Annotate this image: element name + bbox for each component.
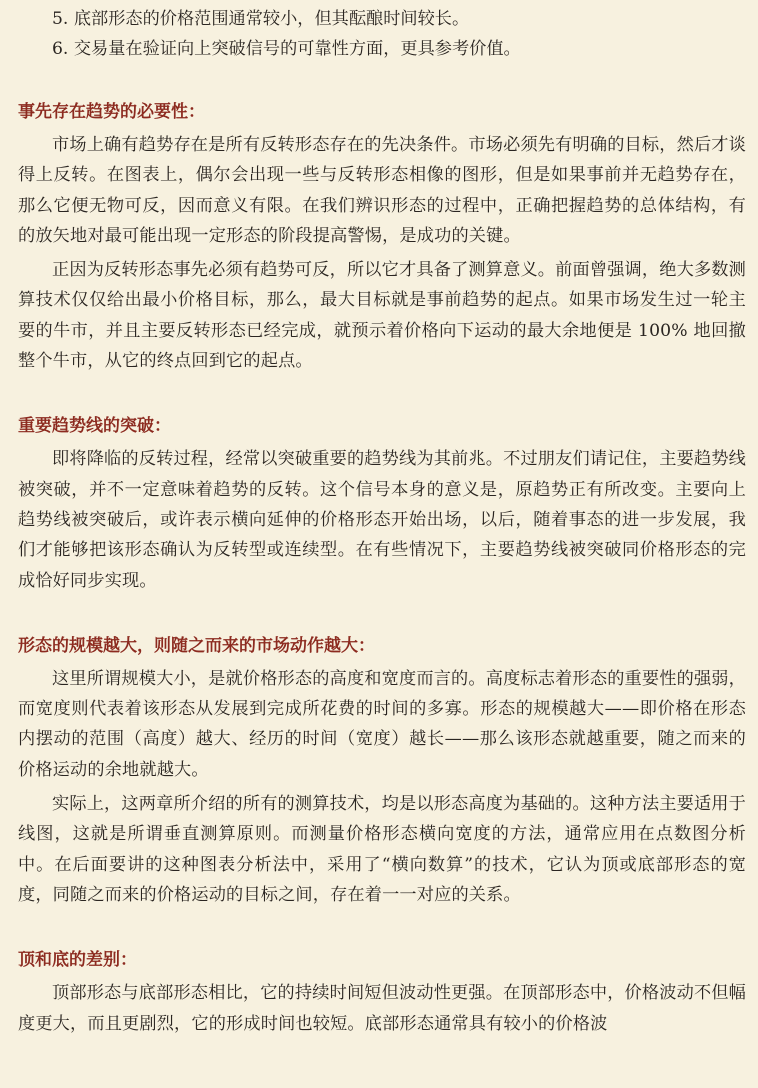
paragraph: 正因为反转形态事先必须有趋势可反，所以它才具备了测算意义。前面曾强调，绝大多数测算技术仅仅给出最小价格目标，那么，最大目标就是事前趋势的起点。如果市场发生过一轮主要的牛市，并且主要反转形态已经完成，就预示着价格向下运动的最大余地便是 100% 地回撤整个牛市，从它的终点回到它的起点。 <box>18 260 746 372</box>
list-item-5: 5. 底部形态的价格范围通常较小，但其酝酿时间较长。 <box>52 9 470 29</box>
paragraph: 顶部形态与底部形态相比，它的持续时间短但波动性更强。在顶部形态中，价格波动不但幅度更大，而且更剧烈，它的形成时间也较短。底部形态通常具有较小的价格波 <box>18 983 746 1034</box>
section-heading-trend-prerequisite: 事先存在趋势的必要性： <box>18 102 205 122</box>
section-heading-trendline-break: 重要趋势线的突破： <box>18 416 171 437</box>
list-item-6: 6. 交易量在验证向上突破信号的可靠性方面，更具参考价值。 <box>52 39 521 59</box>
paragraph: 市场上确有趋势存在是所有反转形态存在的先决条件。市场必须先有明确的目标，然后才谈得上反转。在图表上，偶尔会出现一些与反转形态相像的图形，但是如果事前并无趋势存在，那么它便无物可反，因而意义有限。在我们辨识形态的过程中，正确把握趋势的总体结构，有的放矢地对最可能出现一定形态的阶段提高警惕，是成功的关键。 <box>18 135 746 246</box>
page-content <box>18 4 746 1039</box>
paragraph: 即将降临的反转过程，经常以突破重要的趋势线为其前兆。不过朋友们请记住，主要趋势线被突破，并不一定意味着趋势的反转。这个信号本身的意义是，原趋势正有所改变。主要向上趋势线被突破后，或许表示横向延伸的价格形态开始出场，以后，随着事态的进一步发展，我们才能够把该形态确认为反转型或连续型。在有些情况下，主要趋势线被突破同价格形态的完成恰好同步实现。 <box>18 449 746 591</box>
section-heading-top-bottom-difference: 顶和底的差别： <box>18 950 137 971</box>
section-heading-pattern-size: 形态的规模越大，则随之而来的市场动作越大： <box>18 635 375 656</box>
paragraph: 这里所谓规模大小，是就价格形态的高度和宽度而言的。高度标志着形态的重要性的强弱，而宽度则代表着该形态从发展到完成所花费的时间的多寡。形态的规模越大——即价格在形态内摆动的范围（高度）越大、经历的时间（宽度）越长——那么该形态就越重要，随之而来的价格运动的余地就越大。 <box>18 668 746 780</box>
paragraph: 实际上，这两章所介绍的所有的测算技术，均是以形态高度为基础的。这种方法主要适用于线图，这就是所谓垂直测算原则。而测量价格形态横向宽度的方法，通常应用在点数图分析中。在后面要讲的这种图表分析法中，采用了“横向数算”的技术，它认为顶或底部形态的宽度，同随之而来的价格运动的目标之间，存在着一一对应的关系。 <box>18 794 746 905</box>
